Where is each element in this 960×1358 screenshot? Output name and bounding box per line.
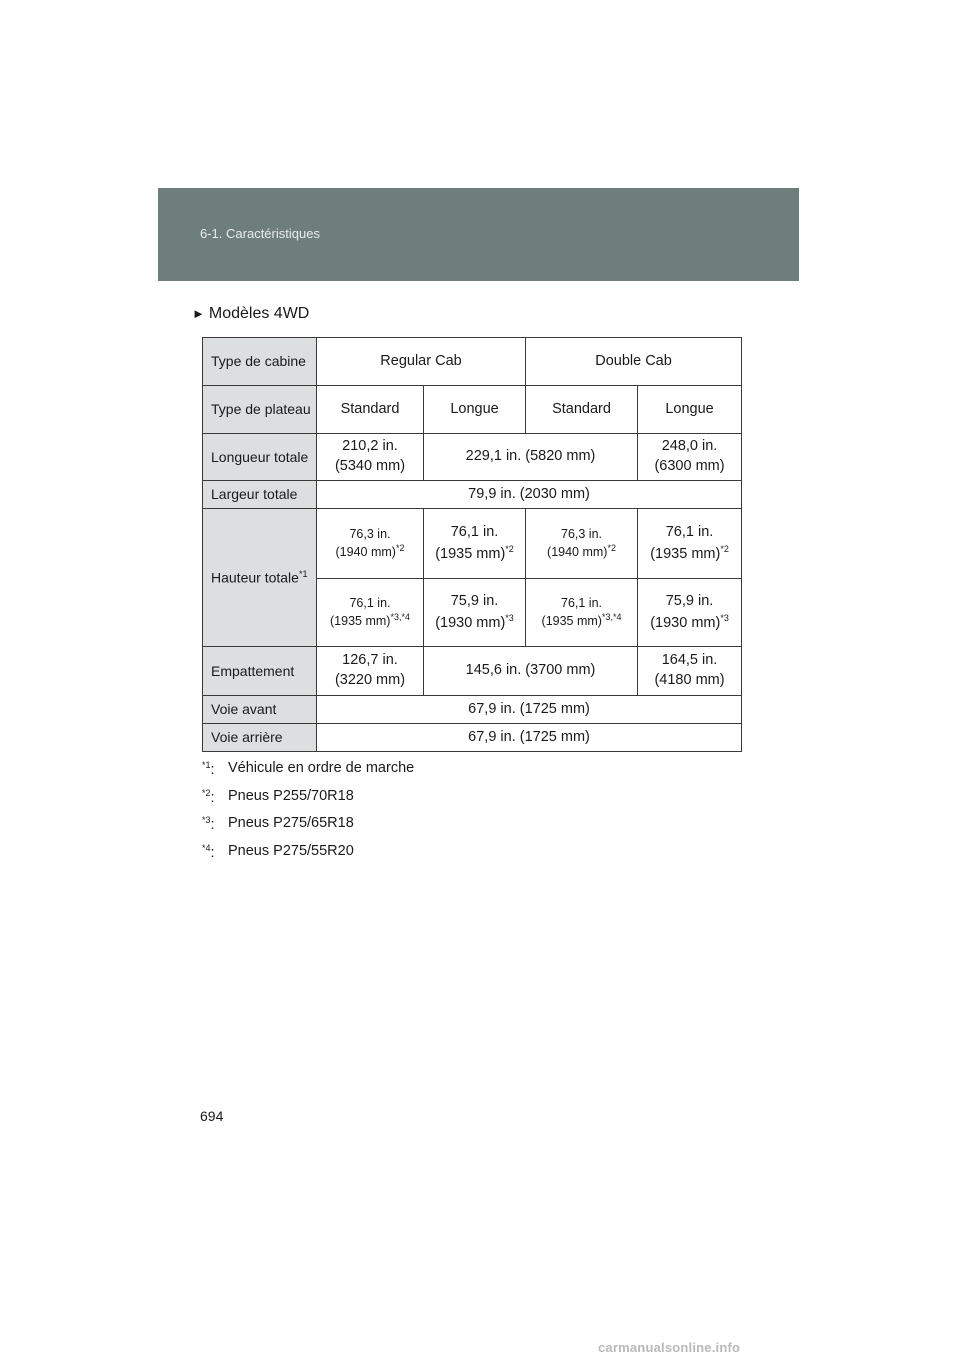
table-row <box>203 338 742 386</box>
footnote-ref: *2 <box>607 543 616 554</box>
width-label: Largeur totale <box>203 481 317 509</box>
footnote-text: Pneus P255/70R18 <box>228 787 354 804</box>
height-value <box>638 509 742 579</box>
footnote-mark: $^{*4}$: <box>202 842 215 861</box>
height-value <box>638 579 742 647</box>
height-label <box>203 509 317 647</box>
footnote-text: Pneus P275/65R18 <box>228 815 354 831</box>
footnote-text: Véhicule en ordre de marche <box>228 760 415 776</box>
value-line: 126,7 in. <box>342 652 398 669</box>
cab-double: Double Cab <box>526 338 742 386</box>
triangle-bullet-icon: ► <box>192 306 205 321</box>
table-row <box>203 386 742 434</box>
footnote-ref: *3 <box>505 612 514 623</box>
value-line: (1940 mm) <box>335 545 396 560</box>
front-track-value: 67,9 in. (1725 mm) <box>317 696 742 724</box>
header-band <box>158 188 799 281</box>
section-title: 6-1. Caractéristiques <box>200 226 320 241</box>
height-value <box>526 579 638 647</box>
value-line: (1940 mm) <box>547 545 608 560</box>
rear-track-label: Voie arrière <box>203 724 317 752</box>
value-line: (1935 mm) <box>541 614 602 629</box>
footnote <box>202 815 414 843</box>
height-label-text: Hauteur totale <box>211 569 299 586</box>
dimensions-table <box>202 337 742 752</box>
height-value <box>317 509 424 579</box>
bed-value: Standard <box>317 386 424 434</box>
bed-value: Standard <box>526 386 638 434</box>
length-value-text: 210,2 in. (5340 mm) <box>334 438 406 474</box>
value-line: (1930 mm) <box>435 614 506 631</box>
footnote-ref: *2 <box>202 787 211 798</box>
table-row <box>203 724 742 752</box>
footnote-mark: $^{*3}$: <box>202 815 215 833</box>
height-value <box>526 509 638 579</box>
value-line: (1935 mm) <box>330 614 391 629</box>
watermark: carmanualsonline.info <box>598 1340 741 1355</box>
length-value <box>317 434 424 481</box>
footnote <box>202 843 414 871</box>
value-line: (1935 mm) <box>650 545 721 562</box>
value-line: 75,9 in. <box>665 593 714 610</box>
value-line: 76,3 in. <box>349 526 391 541</box>
front-track-label: Voie avant <box>203 696 317 724</box>
value-line: (3220 mm) <box>334 672 406 688</box>
value-line: 164,5 in. <box>661 652 718 669</box>
value-line: 76,1 in. <box>665 524 714 541</box>
height-value <box>424 579 526 647</box>
footnote-ref: *2 <box>395 543 405 554</box>
width-value: 79,9 in. (2030 mm) <box>317 481 742 509</box>
footnote-ref: *4 <box>202 842 211 853</box>
footnote <box>202 788 414 816</box>
footnote-ref: *3 <box>720 612 729 623</box>
value-line: (1935 mm) <box>435 545 506 562</box>
value-line: 75,9 in. <box>450 593 499 610</box>
footnote-ref: *1 <box>202 760 211 770</box>
length-value <box>638 434 742 481</box>
wheelbase-value: 145,6 in. (3700 mm) <box>424 647 638 696</box>
length-value: 229,1 in. (5820 mm) <box>424 434 638 481</box>
footnote-mark: $^{*2}$: <box>202 787 215 806</box>
table-row <box>203 481 742 509</box>
wheelbase-value <box>317 647 424 696</box>
height-value <box>424 509 526 579</box>
cab-regular: Regular Cab <box>317 338 526 386</box>
value-line: (4180 mm) <box>654 672 725 688</box>
heading-text: Modèles 4WD <box>208 305 310 322</box>
footnote <box>202 760 414 788</box>
wheelbase-label: Empattement <box>203 647 317 696</box>
footnote-ref: *1 <box>298 568 308 579</box>
value-line: 76,3 in. <box>561 526 603 541</box>
wheelbase-value <box>638 647 742 696</box>
bed-value: Longue <box>638 386 742 434</box>
length-label: Longueur totale <box>203 434 317 481</box>
cab-type-label: Type de cabine <box>203 338 317 386</box>
table-row <box>203 509 742 579</box>
bed-value: Longue <box>424 386 526 434</box>
page-heading <box>192 305 309 323</box>
table-row <box>203 696 742 724</box>
table-row <box>203 647 742 696</box>
rear-track-value: 67,9 in. (1725 mm) <box>317 724 742 752</box>
height-value <box>317 579 424 647</box>
footnote-ref: *3,*4 <box>601 612 622 623</box>
footnote-ref: *2 <box>720 543 729 554</box>
bed-type-label: Type de plateau <box>203 386 317 434</box>
footnote-mark: $^{*1}$: <box>202 760 215 778</box>
page-number: 694 <box>200 1108 224 1124</box>
value-line: 76,1 in. <box>349 595 391 610</box>
footnote-ref: *2 <box>505 543 514 554</box>
table-row <box>203 434 742 481</box>
footnote-ref: *3,*4 <box>390 612 410 623</box>
length-value-text: 248,0 in. (6300 mm) <box>654 438 725 474</box>
footnotes <box>202 760 414 870</box>
value-line: 76,1 in. <box>450 524 499 541</box>
value-line: (1930 mm) <box>650 614 721 631</box>
value-line: 76,1 in. <box>561 595 603 610</box>
footnote-text: Pneus P275/55R20 <box>228 842 354 859</box>
footnote-ref: *3 <box>202 815 211 825</box>
